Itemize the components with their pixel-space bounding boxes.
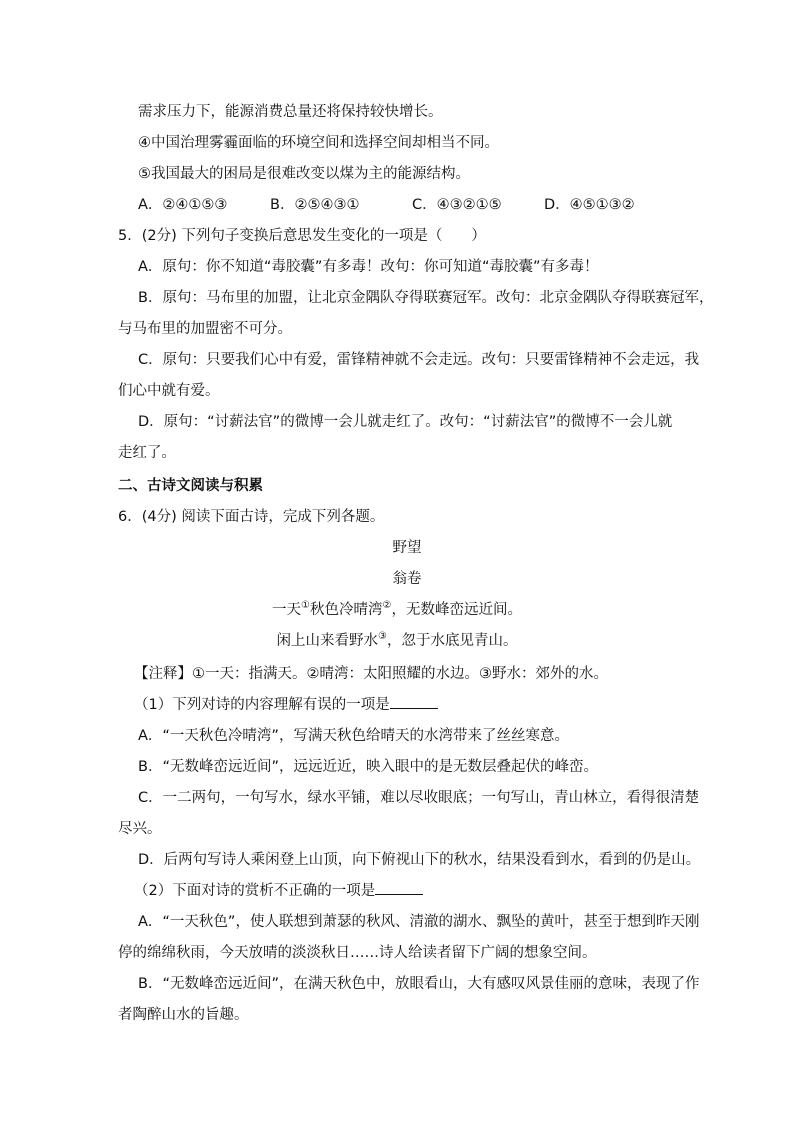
sub2-option-b-cont: 者陶醉山水的旨趣。	[118, 1007, 249, 1023]
q5-option-a: A．原句：你不知道“毒胶囊”有多毒！改句：你可知道“毒胶囊”有多毒！	[138, 259, 599, 275]
q4-option-c: C．④③②①⑤	[412, 197, 502, 213]
text-line: 需求压力下，能源消费总量还将保持较快增长。	[138, 104, 443, 120]
answer-blank	[375, 881, 423, 895]
q5-option-b-cont: 与马布里的加盟密不可分。	[118, 321, 292, 337]
sub1-option-c: C．一二两句，一句写水，绿水平铺，难以尽收眼底；一句写山，青山林立，看得很清楚	[138, 790, 700, 806]
poem-text: 一天	[272, 602, 302, 618]
sub2-option-b: B．“无数峰峦远近间”，在满天秋色中，放眼看山，大有感叹风景佳丽的意味，表现了作	[138, 976, 700, 992]
sub1-option-a: A．“一天秋色冷晴湾”，写满天秋色给晴天的水湾带来了丝丝寒意。	[138, 728, 569, 744]
poem-text: 秋色冷晴湾	[310, 602, 383, 618]
poem-author: 翁卷	[392, 571, 422, 587]
poem-title: 野望	[392, 540, 422, 556]
q5-option-d-cont: 走红了。	[118, 445, 176, 461]
text-line: ④中国治理雾霾面临的环境空间和选择空间却相当不同。	[138, 135, 499, 151]
poem-text: ，无数峰峦远近间。	[391, 602, 522, 618]
sub2-option-a-cont: 停的绵绵秋雨，今天放晴的淡淡秋日……诗人给读者留下广阔的想象空间。	[118, 945, 597, 961]
poem-line-1	[0, 600, 794, 620]
q4-option-a: A．②④①⑤③	[138, 197, 228, 213]
footnote-marker: ③	[378, 631, 387, 643]
footnote-marker: ②	[382, 600, 392, 612]
poem-notes: 【注释】①一天：指满天。②晴湾：太阳照耀的水边。③野水：郊外的水。	[134, 666, 608, 682]
sub2-option-a: A．“一天秋色”，使人联想到萧瑟的秋风、清澈的湖水、飘坠的黄叶，甚至于想到昨天刚	[138, 914, 700, 930]
footnote-marker: ①	[301, 600, 310, 612]
q6-stem: 6．(4分) 阅读下面古诗，完成下列各题。	[118, 509, 385, 525]
sub-question-1	[134, 695, 438, 715]
q5-stem: 5．(2分) 下列句子变换后意思发生变化的一项是（ ）	[118, 228, 486, 244]
q5-option-b: B．原句：马布里的加盟，让北京金隅队夺得联赛冠军。改句：北京金隅队夺得联赛冠军，	[138, 290, 714, 306]
q5-option-c-cont: 们心中就有爱。	[118, 383, 220, 399]
q5-option-d: D．原句：“讨薪法官”的微博一会儿就走红了。改句：“讨薪法官”的微博不一会儿就	[138, 414, 673, 430]
sub-question-text: （1）下列对诗的内容理解有误的一项是	[134, 697, 390, 713]
sub-question-text: （2）下面对诗的赏析不正确的一项是	[134, 883, 376, 899]
poem-text: 闲上山来看野水	[276, 633, 379, 649]
text-line: ⑤我国最大的困局是很难改变以煤为主的能源结构。	[138, 166, 470, 182]
q4-options	[138, 195, 635, 215]
sub1-option-d: D．后两句写诗人乘闲登上山顶，向下俯视山下的秋水，结果没看到水，看到的仍是山。	[138, 852, 701, 868]
q5-option-c: C．原句：只要我们心中有爱，雷锋精神就不会走远。改句：只要雷锋精神不会走远，我	[138, 352, 700, 368]
q4-option-d: D．④⑤①③②	[544, 197, 635, 213]
sub1-option-c-cont: 尽兴。	[118, 821, 162, 837]
poem-line-2	[0, 631, 794, 651]
sub-question-2	[134, 881, 423, 901]
answer-blank	[390, 695, 438, 709]
section-heading: 二、古诗文阅读与积累	[118, 478, 263, 494]
sub1-option-b: B．“无数峰峦远近间”，远远近近，映入眼中的是无数层叠起伏的峰峦。	[138, 759, 598, 775]
q4-option-b: B．②⑤④③①	[270, 197, 360, 213]
poem-text: ，忽于水底见青山。	[386, 633, 518, 649]
